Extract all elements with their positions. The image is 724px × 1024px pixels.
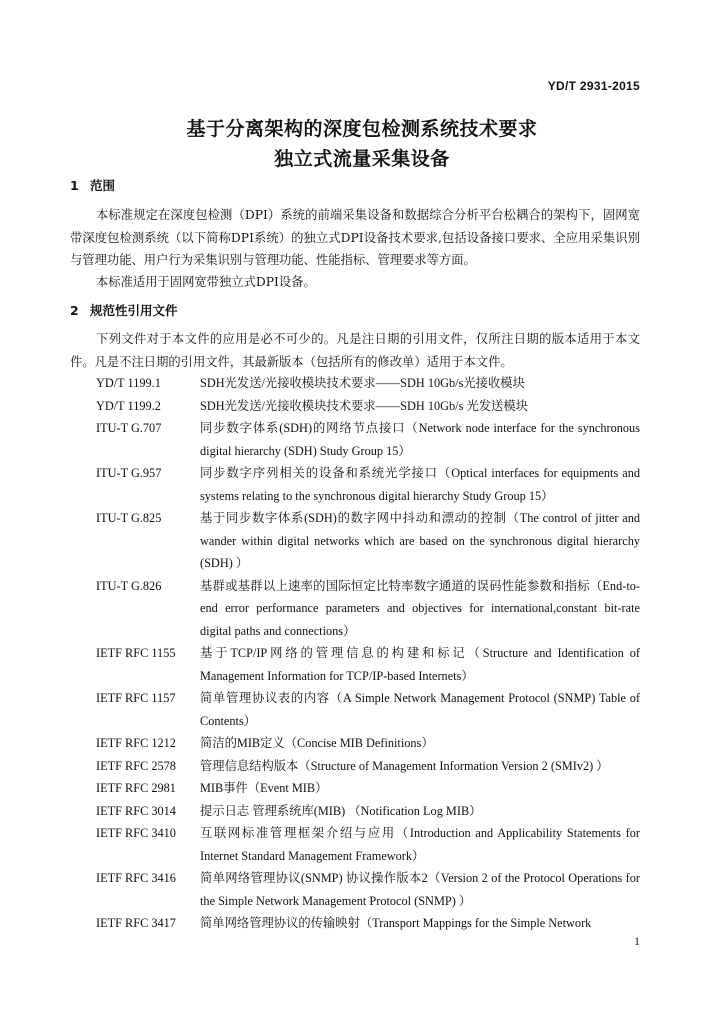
reference-item	[70, 777, 640, 800]
reference-item	[70, 417, 640, 462]
reference-code: IETF RFC 2578	[96, 758, 176, 773]
reference-title: 简洁的MIB定义（Concise MIB Definitions）	[200, 736, 434, 750]
reference-code: ITU-T G.826	[96, 578, 162, 593]
section-number: 2	[70, 303, 79, 318]
reference-title: SDH光发送/光接收模块技术要求——SDH 10Gb/s 光发送模块	[200, 398, 528, 413]
reference-title: 提示日志 管理系统库(MIB) （Notification Log MIB）	[200, 803, 482, 818]
scope-paragraph-2: 本标准适用于固网宽带独立式DPI设备。	[96, 275, 316, 289]
reference-item	[70, 732, 640, 755]
section-number: 1	[70, 178, 79, 193]
reference-item	[70, 755, 640, 778]
reference-item	[70, 800, 640, 823]
reference-title: 同步数字体系(SDH)的网络节点接口（Network node interface for the synchronous digital hierarchy (SDH) Study Group 15）	[200, 421, 640, 458]
reference-title: 基于TCP/IP网络的管理信息的构建和标记（Structure and Identification of Management Information for TCP/IP-based Internets）	[200, 646, 640, 683]
reference-title: MIB事件（Event MIB）	[200, 781, 328, 795]
reference-code: YD/T 1199.2	[96, 398, 161, 413]
reference-code: ITU-T G.707	[96, 421, 162, 435]
reference-code: IETF RFC 1157	[96, 691, 176, 705]
reference-title: 简单管理协议表的内容（A Simple Network Management Protocol (SNMP) Table of Contents）	[200, 691, 640, 728]
document-title-line2: 独立式流量采集设备	[274, 148, 450, 170]
page-number: 1	[634, 934, 640, 948]
reference-title: 基群或基群以上速率的国际恒定比特率数字通道的误码性能参数和指标（End-to-end error performance parameters and objectives for international,constant bit-rate digital paths and connections）	[200, 578, 640, 638]
section-title: 规范性引用文件	[90, 303, 178, 318]
reference-title: 简单网络管理协议(SNMP) 协议操作版本2（Version 2 of the Protocol Operations for the Simple Network Management Protocol (SNMP) ）	[200, 871, 640, 908]
section-heading-scope	[70, 176, 115, 194]
section-heading-normative-references	[70, 301, 178, 319]
reference-code: IETF RFC 3417	[96, 916, 176, 930]
reference-code: ITU-T G.825	[96, 511, 162, 525]
references-intro-paragraph: 下列文件对于本文件的应用是必不可少的。凡是注日期的引用文件，仅所注日期的版本适用于本文件。凡是不注日期的引用文件，其最新版本（包括所有的修改单）适用于本文件。	[70, 332, 640, 369]
reference-item	[70, 867, 640, 912]
reference-code: IETF RFC 1212	[96, 736, 176, 750]
reference-item	[70, 462, 640, 507]
reference-title: SDH光发送/光接收模块技术要求——SDH 10Gb/s光接收模块	[200, 376, 525, 390]
document-code: YD/T 2931-2015	[547, 79, 640, 93]
scope-paragraph-1: 本标准规定在深度包检测（DPI）系统的前端采集设备和数据综合分析平台松耦合的架构下，固网宽带深度包检测系统（以下简称DPI系统）的独立式DPI设备技术要求,包括设备接口要求、全应用采集识别与管理功能、用户行为采集识别与管理功能、性能指标、管理要求等方面。	[70, 208, 640, 267]
reference-title: 同步数字序列相关的设备和系统光学接口（Optical interfaces for equipments and systems relating to the synchronous digital hierarchy Study Group 15）	[200, 466, 640, 503]
reference-title: 互联网标准管理框架介绍与应用（Introduction and Applicability Statements for Internet Standard Management Framework）	[200, 826, 640, 863]
reference-item	[70, 822, 640, 867]
document-title-line1: 基于分离架构的深度包检测系统技术要求	[186, 118, 538, 140]
reference-item	[70, 642, 640, 687]
reference-item	[70, 912, 640, 935]
reference-item	[70, 575, 640, 643]
reference-code: IETF RFC 1155	[96, 646, 176, 660]
reference-title: 管理信息结构版本（Structure of Management Information Version 2 (SMIv2) ）	[200, 758, 609, 773]
reference-title: 基于同步数字体系(SDH)的数字网中抖动和漂动的控制（The control of jitter and wander within digital networks which are based on the synchronous digital hierarchy (SDH) ）	[200, 511, 640, 570]
reference-item	[70, 687, 640, 732]
reference-code: YD/T 1199.1	[96, 376, 161, 390]
section-title: 范围	[90, 178, 116, 193]
reference-list	[70, 372, 640, 935]
reference-code: IETF RFC 2981	[96, 781, 176, 795]
reference-code: IETF RFC 3416	[96, 871, 176, 885]
reference-code: IETF RFC 3014	[96, 803, 176, 818]
reference-item	[70, 372, 640, 395]
reference-item	[70, 395, 640, 418]
reference-item	[70, 507, 640, 575]
reference-title: 简单网络管理协议的传输映射（Transport Mappings for the Simple Network	[200, 916, 592, 930]
reference-code: ITU-T G.957	[96, 466, 162, 480]
reference-code: IETF RFC 3410	[96, 826, 176, 840]
